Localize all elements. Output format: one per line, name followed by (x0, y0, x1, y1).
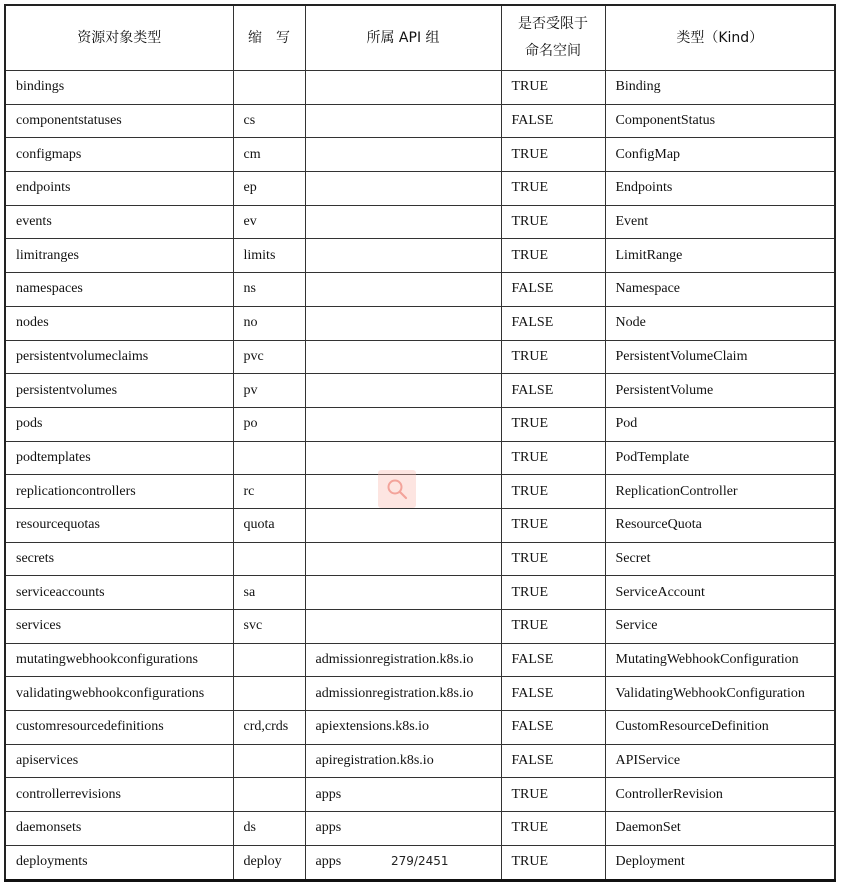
table-row (5, 576, 835, 610)
resource-types-table (4, 4, 836, 882)
cell-kind: ValidatingWebhookConfiguration (605, 677, 835, 711)
cell-kind: Event (605, 205, 835, 239)
cell-namespaced: FALSE (501, 677, 605, 711)
cell-api-group: apps (305, 812, 501, 846)
cell-resource-type: nodes (5, 306, 233, 340)
cell-kind: Endpoints (605, 172, 835, 206)
table-row (5, 374, 835, 408)
header-namespaced-line2: 命名空间 (525, 43, 581, 59)
cell-namespaced: TRUE (501, 475, 605, 509)
cell-short-name (233, 744, 305, 778)
table-row (5, 542, 835, 576)
cell-namespaced: TRUE (501, 610, 605, 644)
cell-namespaced: FALSE (501, 643, 605, 677)
cell-kind: PersistentVolume (605, 374, 835, 408)
cell-short-name: deploy (233, 845, 305, 880)
cell-resource-type: events (5, 205, 233, 239)
cell-api-group (305, 138, 501, 172)
cell-short-name (233, 778, 305, 812)
cell-resource-type: endpoints (5, 172, 233, 206)
cell-namespaced: TRUE (501, 845, 605, 880)
table-row (5, 643, 835, 677)
cell-namespaced: TRUE (501, 407, 605, 441)
cell-short-name: svc (233, 610, 305, 644)
cell-namespaced: TRUE (501, 172, 605, 206)
cell-namespaced: FALSE (501, 306, 605, 340)
cell-resource-type: controllerrevisions (5, 778, 233, 812)
cell-short-name (233, 441, 305, 475)
cell-short-name (233, 677, 305, 711)
cell-resource-type: namespaces (5, 273, 233, 307)
cell-short-name (233, 542, 305, 576)
search-icon (386, 478, 408, 500)
table-row (5, 711, 835, 745)
cell-kind: Binding (605, 71, 835, 105)
cell-namespaced: FALSE (501, 374, 605, 408)
page-indicator: 279/2451 (391, 854, 449, 868)
header-namespaced (501, 5, 605, 71)
table-row (5, 273, 835, 307)
cell-kind: ResourceQuota (605, 508, 835, 542)
table-row (5, 172, 835, 206)
cell-api-group: apiextensions.k8s.io (305, 711, 501, 745)
table-row (5, 71, 835, 105)
cell-resource-type: componentstatuses (5, 104, 233, 138)
cell-api-group (305, 71, 501, 105)
cell-api-group (305, 273, 501, 307)
cell-namespaced: TRUE (501, 576, 605, 610)
cell-short-name: crd,crds (233, 711, 305, 745)
header-resource-type: 资源对象类型 (5, 5, 233, 71)
cell-short-name: limits (233, 239, 305, 273)
cell-api-group: admissionregistration.k8s.io (305, 643, 501, 677)
table-row (5, 104, 835, 138)
cell-resource-type: customresourcedefinitions (5, 711, 233, 745)
table-row (5, 677, 835, 711)
cell-namespaced: FALSE (501, 273, 605, 307)
header-row (5, 5, 835, 71)
cell-api-group (305, 542, 501, 576)
cell-namespaced: TRUE (501, 441, 605, 475)
cell-namespaced: TRUE (501, 508, 605, 542)
table-row (5, 205, 835, 239)
cell-namespaced: TRUE (501, 239, 605, 273)
cell-kind: ComponentStatus (605, 104, 835, 138)
cell-resource-type: daemonsets (5, 812, 233, 846)
cell-api-group (305, 340, 501, 374)
table-row (5, 239, 835, 273)
cell-short-name: rc (233, 475, 305, 509)
cell-api-group (305, 610, 501, 644)
cell-resource-type: replicationcontrollers (5, 475, 233, 509)
cell-resource-type: services (5, 610, 233, 644)
table-body (5, 71, 835, 881)
cell-kind: CustomResourceDefinition (605, 711, 835, 745)
header-short-name: 缩 写 (233, 5, 305, 71)
cell-short-name: quota (233, 508, 305, 542)
cell-api-group (305, 104, 501, 138)
cell-namespaced: TRUE (501, 138, 605, 172)
header-api-group: 所属 API 组 (305, 5, 501, 71)
table-row (5, 812, 835, 846)
cell-namespaced: FALSE (501, 744, 605, 778)
header-kind: 类型（Kind） (605, 5, 835, 71)
cell-short-name: ns (233, 273, 305, 307)
cell-api-group (305, 407, 501, 441)
cell-short-name: sa (233, 576, 305, 610)
cell-short-name: ds (233, 812, 305, 846)
cell-namespaced: TRUE (501, 71, 605, 105)
cell-resource-type: resourcequotas (5, 508, 233, 542)
table-row (5, 610, 835, 644)
table-row (5, 340, 835, 374)
cell-kind: LimitRange (605, 239, 835, 273)
search-overlay-button[interactable] (378, 470, 416, 508)
cell-namespaced: TRUE (501, 812, 605, 846)
cell-kind: ConfigMap (605, 138, 835, 172)
cell-kind: Secret (605, 542, 835, 576)
cell-namespaced: TRUE (501, 542, 605, 576)
cell-namespaced: FALSE (501, 104, 605, 138)
cell-short-name (233, 71, 305, 105)
cell-resource-type: bindings (5, 71, 233, 105)
table-row (5, 138, 835, 172)
cell-namespaced: TRUE (501, 778, 605, 812)
cell-namespaced: TRUE (501, 205, 605, 239)
table-row (5, 407, 835, 441)
cell-short-name: ev (233, 205, 305, 239)
cell-resource-type: persistentvolumes (5, 374, 233, 408)
cell-short-name: pv (233, 374, 305, 408)
table-row (5, 441, 835, 475)
cell-api-group (305, 205, 501, 239)
cell-kind: ServiceAccount (605, 576, 835, 610)
cell-short-name: cm (233, 138, 305, 172)
cell-resource-type: persistentvolumeclaims (5, 340, 233, 374)
cell-kind: Namespace (605, 273, 835, 307)
cell-resource-type: apiservices (5, 744, 233, 778)
table-row (5, 508, 835, 542)
cell-short-name (233, 643, 305, 677)
table-row (5, 744, 835, 778)
cell-api-group (305, 508, 501, 542)
cell-kind: Node (605, 306, 835, 340)
cell-resource-type: configmaps (5, 138, 233, 172)
cell-namespaced: TRUE (501, 340, 605, 374)
cell-resource-type: pods (5, 407, 233, 441)
cell-api-group: apiregistration.k8s.io (305, 744, 501, 778)
cell-short-name: no (233, 306, 305, 340)
cell-resource-type: limitranges (5, 239, 233, 273)
cell-resource-type: podtemplates (5, 441, 233, 475)
table-row (5, 475, 835, 509)
table-header (5, 5, 835, 71)
cell-resource-type: secrets (5, 542, 233, 576)
cell-kind: PodTemplate (605, 441, 835, 475)
cell-api-group (305, 374, 501, 408)
cell-api-group: admissionregistration.k8s.io (305, 677, 501, 711)
cell-kind: ReplicationController (605, 475, 835, 509)
cell-api-group (305, 576, 501, 610)
cell-api-group: apps (305, 845, 501, 880)
cell-resource-type: validatingwebhookconfigurations (5, 677, 233, 711)
cell-api-group (305, 239, 501, 273)
cell-short-name: ep (233, 172, 305, 206)
cell-kind: Service (605, 610, 835, 644)
cell-kind: APIService (605, 744, 835, 778)
cell-kind: PersistentVolumeClaim (605, 340, 835, 374)
table-row (5, 306, 835, 340)
cell-short-name: po (233, 407, 305, 441)
cell-namespaced: FALSE (501, 711, 605, 745)
cell-api-group: apps (305, 778, 501, 812)
table-row (5, 778, 835, 812)
header-namespaced-line1: 是否受限于 (518, 16, 588, 32)
cell-kind: Pod (605, 407, 835, 441)
cell-kind: DaemonSet (605, 812, 835, 846)
cell-short-name: pvc (233, 340, 305, 374)
cell-short-name: cs (233, 104, 305, 138)
cell-kind: MutatingWebhookConfiguration (605, 643, 835, 677)
cell-api-group (305, 306, 501, 340)
cell-resource-type: serviceaccounts (5, 576, 233, 610)
cell-kind: Deployment (605, 845, 835, 880)
cell-kind: ControllerRevision (605, 778, 835, 812)
cell-resource-type: mutatingwebhookconfigurations (5, 643, 233, 677)
cell-api-group (305, 172, 501, 206)
cell-resource-type: deployments (5, 845, 233, 880)
